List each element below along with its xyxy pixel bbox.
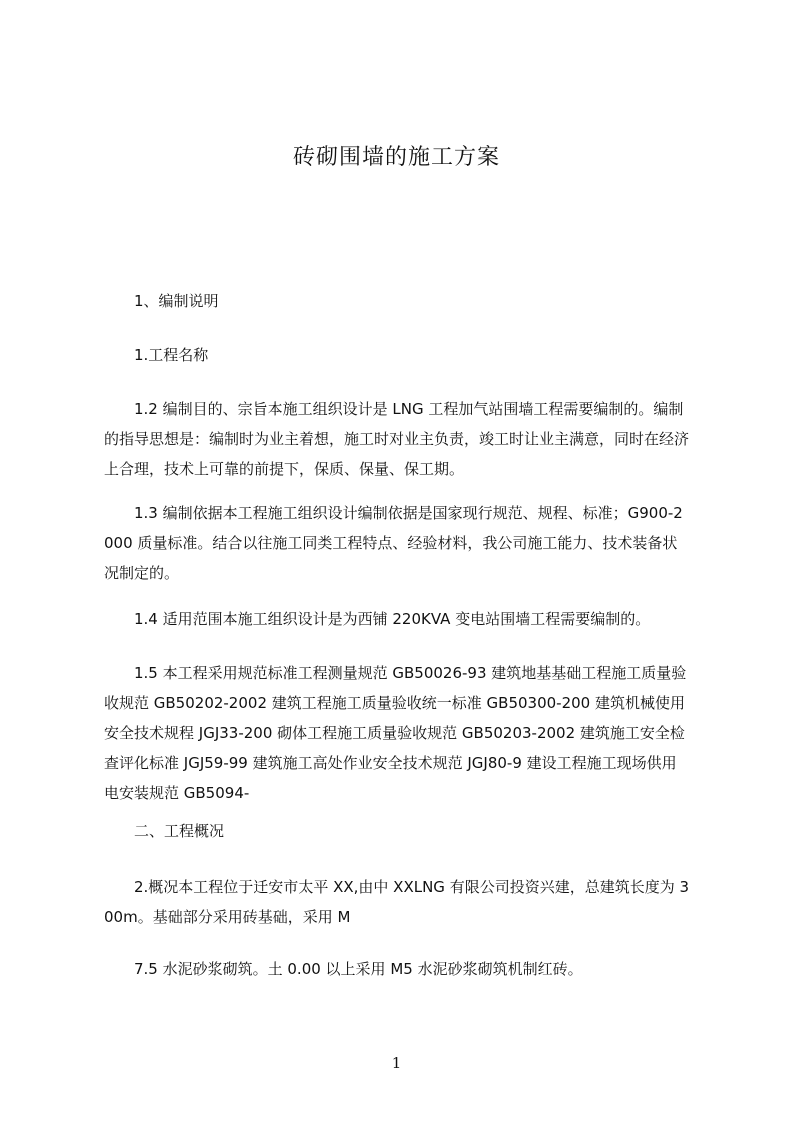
paragraph-scope: 1.4 适用范围本施工组织设计是为西铺 220KVA 变电站围墙工程需要编制的。 <box>134 610 651 628</box>
section-1-heading: 1、编制说明 <box>134 292 219 310</box>
paragraph-standards: 1.5 本工程采用规范标准工程测量规范 GB50026-93 建筑地基基础工程施工质量验收规范 GB50202-2002 建筑工程施工质量验收统一标准 GB50300-200 建筑机械使用安全技术规程 JGJ33-200 砌体工程施工质量验收规范 GB50203-2002 建筑施工安全检查评化标准 JGJ59-99 建筑施工高处作业安全技术规范 JGJ80-9 建设工程施工现场供用电安装规范 GB5094- <box>104 664 687 802</box>
section-2-heading: 二、工程概况 <box>134 822 225 840</box>
paragraph-overview: 2.概况本工程位于迁安市太平 XX,由中 XXLNG 有限公司投资兴建，总建筑长度为 300m。基础部分采用砖基础，采用 M <box>104 878 690 926</box>
paragraph-basis: 1.3 编制依据本工程施工组织设计编制依据是国家现行规范、规程、标准；G900-2000 质量标准。结合以往施工同类工程特点、经验材料，我公司施工能力、技术装备状况制定的。 <box>104 504 683 582</box>
paragraph-purpose: 1.2 编制目的、宗旨本施工组织设计是 LNG 工程加气站围墙工程需要编制的。编制的指导思想是：编制时为业主着想，施工时对业主负责，竣工时让业主满意，同时在经济上合理，技术上可靠的前提下，保质、保量、保工期。 <box>104 400 690 478</box>
paragraph-overview-continued: 7.5 水泥砂浆砌筑。土 0.00 以上采用 M5 水泥砂浆砌筑机制红砖。 <box>134 960 583 978</box>
page-number: 1 <box>391 1054 402 1072</box>
document-title: 砖砌围墙的施工方案 <box>292 145 500 170</box>
paragraph-project-name: 1.工程名称 <box>134 346 209 364</box>
